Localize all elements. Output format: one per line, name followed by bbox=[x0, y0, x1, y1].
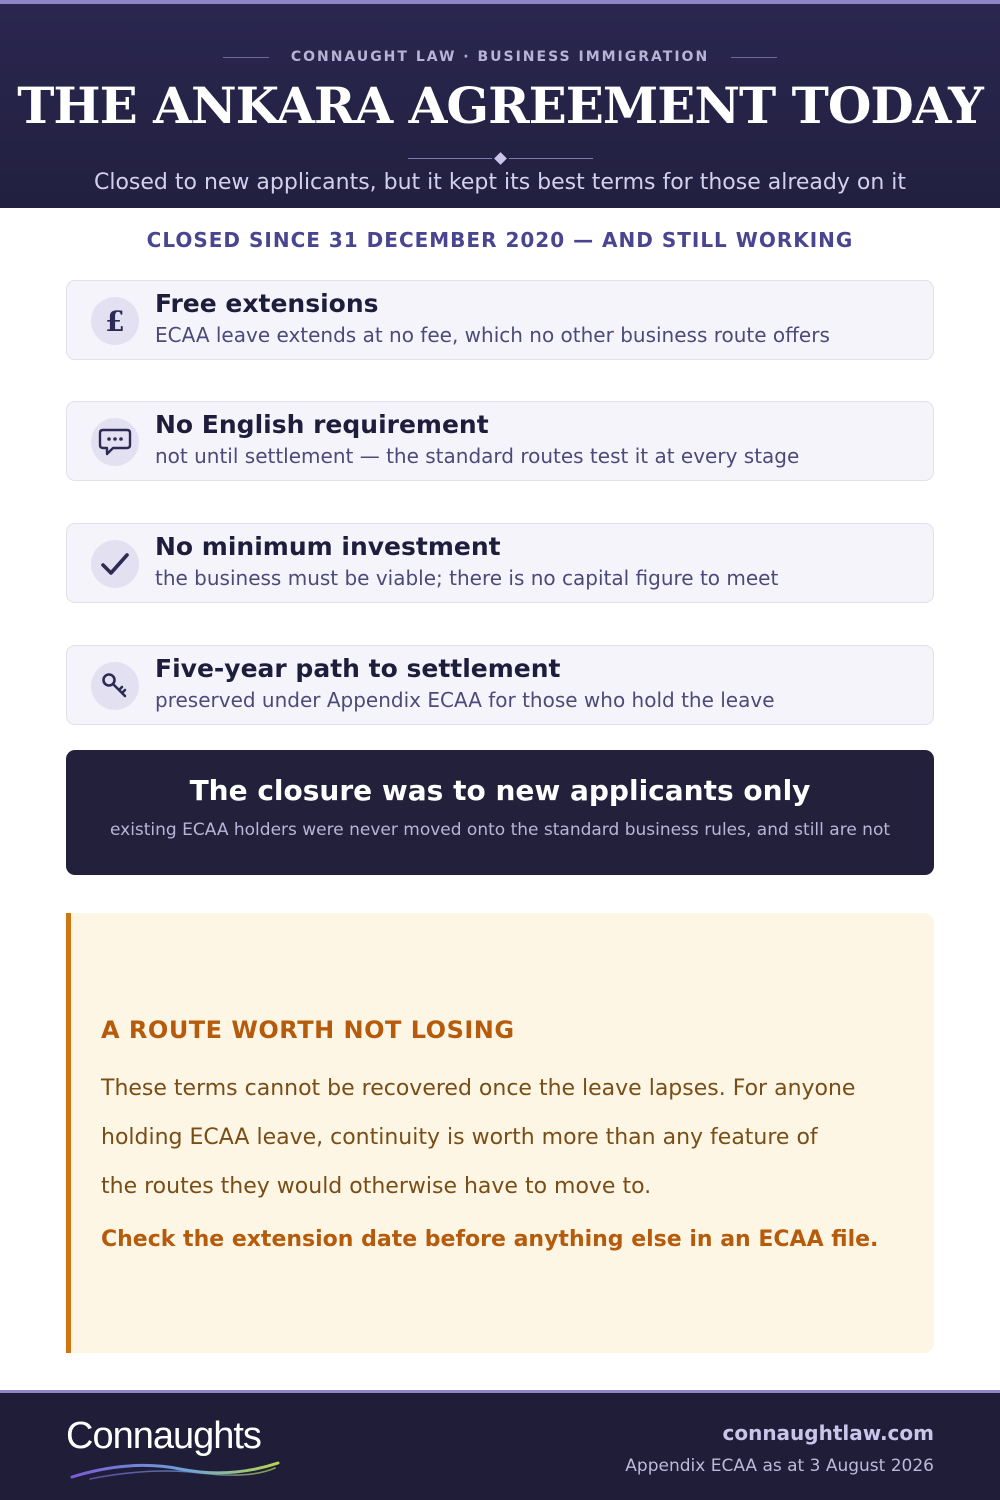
page-subtitle: Closed to new applicants, but it kept its best terms for those already on it bbox=[93, 170, 907, 195]
speech-bubble-icon bbox=[91, 418, 139, 466]
logo-swoosh-icon bbox=[70, 1459, 280, 1481]
feature-card-no-minimum-investment bbox=[66, 523, 934, 603]
banner-subtitle: existing ECAA holders were never moved onto the standard business rules, and still are not bbox=[109, 820, 891, 840]
closure-banner bbox=[66, 750, 934, 875]
connaughts-logo bbox=[66, 1415, 286, 1485]
website-link[interactable]: connaughtlaw.com bbox=[722, 1421, 934, 1445]
feature-description: the business must be viable; there is no capital figure to meet bbox=[155, 566, 779, 590]
callout-body-line: These terms cannot be recovered once the leave lapses. For anyone bbox=[101, 1076, 856, 1101]
feature-card-settlement-path bbox=[66, 645, 934, 725]
feature-description: not until settlement — the standard routes test it at every stage bbox=[155, 444, 800, 468]
feature-card-no-english bbox=[66, 401, 934, 481]
feature-description: ECAA leave extends at no fee, which no other business route offers bbox=[155, 323, 830, 347]
checkmark-icon bbox=[91, 540, 139, 588]
callout-heading: A ROUTE WORTH NOT LOSING bbox=[101, 1016, 515, 1044]
feature-title: Free extensions bbox=[155, 289, 379, 318]
callout-call-to-action: Check the extension date before anything else in an ECAA file. bbox=[101, 1227, 879, 1252]
key-icon bbox=[91, 662, 139, 710]
callout-body-line: the routes they would otherwise have to move to. bbox=[101, 1174, 652, 1199]
feature-description: preserved under Appendix ECAA for those who hold the leave bbox=[155, 688, 775, 712]
logo-wordmark: Connaughts bbox=[66, 1415, 261, 1457]
feature-title: No minimum investment bbox=[155, 532, 501, 561]
eyebrow-text: CONNAUGHT LAW · BUSINESS IMMIGRATION bbox=[290, 49, 710, 65]
title-divider bbox=[0, 154, 1000, 163]
banner-title: The closure was to new applicants only bbox=[189, 774, 811, 807]
eyebrow-row bbox=[0, 49, 1000, 65]
callout-body-line: holding ECAA leave, continuity is worth more than any feature of bbox=[101, 1125, 818, 1150]
callout-body bbox=[101, 1064, 901, 1211]
header bbox=[0, 0, 1000, 208]
footer-note: Appendix ECAA as at 3 August 2026 bbox=[625, 1456, 934, 1476]
page-title: THE ANKARA AGREEMENT TODAY bbox=[17, 76, 983, 135]
callout-box bbox=[66, 913, 934, 1353]
eyebrow-rule-right bbox=[731, 57, 777, 58]
section-heading: CLOSED SINCE 31 DECEMBER 2020 — AND STILL WORKING bbox=[146, 228, 854, 252]
pound-sign-icon: £ bbox=[91, 297, 139, 345]
footer bbox=[0, 1390, 1000, 1500]
eyebrow-rule-left bbox=[223, 57, 269, 58]
diamond-icon bbox=[494, 152, 507, 165]
feature-card-free-extensions bbox=[66, 280, 934, 360]
feature-title: Five-year path to settlement bbox=[155, 654, 561, 683]
feature-title: No English requirement bbox=[155, 410, 489, 439]
